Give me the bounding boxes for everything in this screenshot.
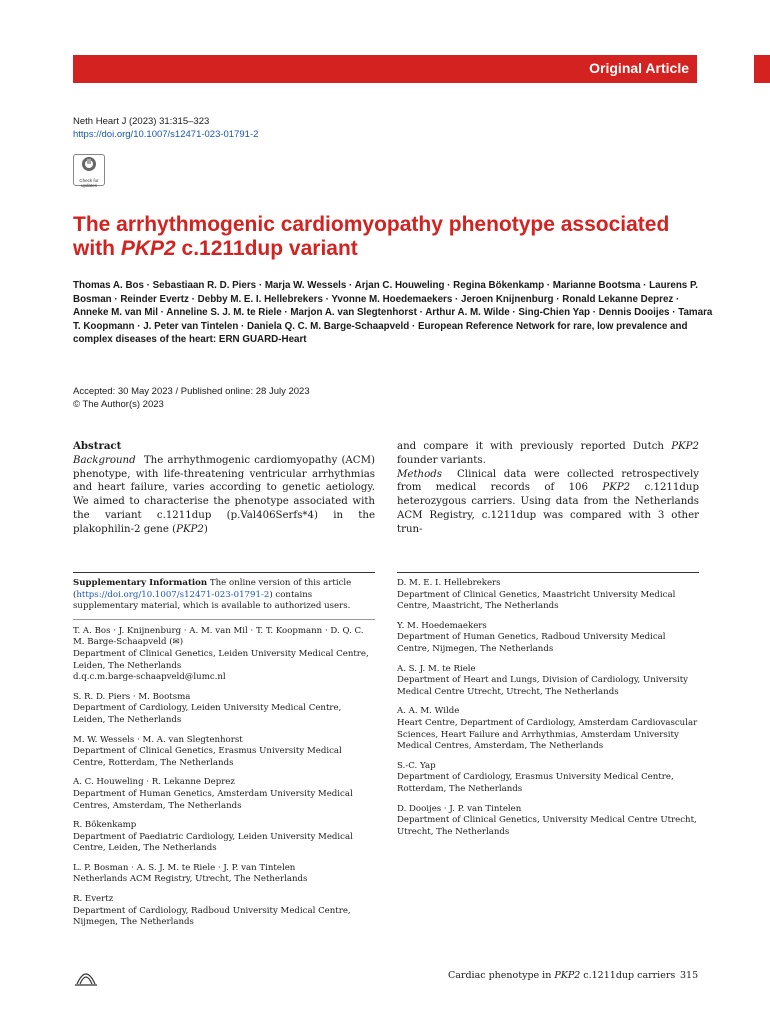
article-title: The arrhythmogenic cardiomyopathy phenotype associated with PKP2 c.1211dup variant: [73, 213, 670, 260]
affiliation-block: M. W. Wessels · M. A. van Slegtenhorst Department of Clinical Genetics, Erasmus University Medical Centre, Rotterdam, The Netherlands: [73, 734, 342, 768]
supplementary-info: Supplementary Information The online version of this article (https://doi.org/10.1007/s12471-023-01791-2) contains supplementary material, which is available to authorized users.: [73, 578, 352, 612]
author-list: Thomas A. Bos · Sebastiaan R. D. Piers · Marja W. Wessels · Arjan C. Houweling · Regina Bökenkamp · Marianne Bootsma · Laurens P. Bosman · Reinder Evertz · Debby M. E. I. Hellebrekers · Yvonne M. Hoedemaekers · Jeroen Knijnenburg · Ronald Lekanne Deprez · Anneke M. van Mil · Anneline S. J. M. te Riele · Marjon A. van Slegtenhorst · Arthur A. M. Wilde · Sing-Chien Yap · Dennis Dooijes · Tamara T. Koopmann · J. Peter van Tintelen · Daniela Q. C. M. Barge-Schaapveld · European Reference Network for rare, low prevalence and complex diseases of the heart: ERN GUARD-Heart: [73, 280, 713, 345]
running-footer: Cardiac phenotype in PKP2 c.1211dup carriers: [448, 970, 676, 981]
affiliation-block: R. Evertz Department of Cardiology, Radboud University Medical Centre, Nijmegen, The Netherlands: [73, 894, 351, 928]
corresponding-email[interactable]: d.q.c.m.barge-schaapveld@lumc.nl: [73, 672, 226, 683]
affiliation-block: A. S. J. M. te Riele Department of Heart and Lungs, Division of Cardiology, University Medical Centre Utrecht, Utrecht, The Netherlands: [397, 663, 689, 697]
article-type-label: Original Article: [589, 60, 689, 76]
affiliation-block: T. A. Bos · J. Knijnenburg · A. M. van Mil · T. T. Koopmann · D. Q. C. M. Barge-Schaapveld (✉) Department of Clinical Genetics, Leiden University Medical Centre, Leiden, The Netherlands d.q.c.m.barge-schaapveld@lumc.nl: [73, 626, 375, 684]
affiliation-block: S. R. D. Piers · M. Bootsma Department of Cardiology, Leiden University Medical Centre, Leiden, The Netherlands: [73, 691, 342, 725]
affiliation-block: D. Dooijes · J. P. van Tintelen Department of Clinical Genetics, University Medical Centre Utrecht, Utrecht, The Netherlands: [397, 803, 697, 837]
supp-divider: [73, 619, 375, 620]
affiliation-block: L. P. Bosman · A. S. J. M. te Riele · J. P. van Tintelen Netherlands ACM Registry, Utrecht, The Netherlands: [73, 862, 308, 885]
affiliation-block: S.-C. Yap Department of Cardiology, Erasmus University Medical Centre, Rotterdam, The Netherlands: [397, 760, 674, 794]
affiliation-block: A. C. Houweling · R. Lekanne Deprez Department of Human Genetics, Amsterdam University Medical Centres, Amsterdam, The Netherlands: [73, 777, 353, 811]
journal-reference: Neth Heart J (2023) 31:315–323: [73, 116, 210, 127]
affiliation-block: D. M. E. I. Hellebrekers Department of Clinical Genetics, Maastricht University Medical Centre, Maastricht, The Netherlands: [397, 578, 676, 612]
crossmark-icon: [74, 155, 104, 173]
page-number: 315: [680, 970, 699, 981]
article-type-banner: [73, 55, 697, 83]
abstract-continuation: and compare it with previously reported Dutch PKP2 founder variants.: [397, 441, 699, 466]
footnote-rule-right: [397, 572, 699, 573]
footnote-rule-left: [73, 572, 375, 573]
page-edge-tab: [754, 55, 770, 83]
abstract-heading: Abstract: [73, 440, 122, 452]
affiliations-right: [397, 578, 699, 846]
badge-label: Check for updates: [79, 178, 99, 188]
affiliation-block: A. A. M. Wilde Heart Centre, Department of Cardiology, Amsterdam Cardiovascular Sciences, Heart Failure and Arrhythmias, Amsterdam University Medical Centres, Amsterdam, The Netherlands: [397, 706, 698, 752]
abstract-background: Background The arrhythmogenic cardiomyopathy (ACM) phenotype, with life-threatening ventricular arrhythmias and heart failure, varies according to genetic aetiology. We aimed to characterise the phenotype associated with the variant c.1211dup (p.Val406Serfs*4) in the plakophilin-2 gene (PKP2): [73, 454, 375, 535]
doi-link[interactable]: https://doi.org/10.1007/s12471-023-01791-2: [73, 129, 259, 140]
affiliation-block: Y. M. Hoedemaekers Department of Human Genetics, Radboud University Medical Centre, Nijmegen, The Netherlands: [397, 620, 666, 654]
copyright-line: © The Author(s) 2023: [73, 399, 164, 410]
publication-dates: [73, 385, 310, 411]
supplementary-doi-link[interactable]: https://doi.org/10.1007/s12471-023-01791-2: [76, 589, 270, 600]
check-for-updates-badge[interactable]: [73, 154, 105, 186]
publisher-logo-icon: [73, 962, 99, 988]
affiliations-left: [73, 578, 375, 937]
abstract-column-left: [73, 440, 375, 537]
affiliation-block: R. Bökenkamp Department of Paediatric Cardiology, Leiden University Medical Centre, Leiden, The Netherlands: [73, 820, 353, 854]
abstract-column-right: [397, 440, 699, 537]
accepted-published-line: Accepted: 30 May 2023 / Published online: 28 July 2023: [73, 386, 310, 397]
abstract-methods: Methods Clinical data were collected retrospectively from medical records of 106 PKP2 c.1211dup heterozygous carriers. Using data from the Netherlands ACM Registry, c.1211dup was compared with 3 other trun-: [397, 468, 699, 535]
